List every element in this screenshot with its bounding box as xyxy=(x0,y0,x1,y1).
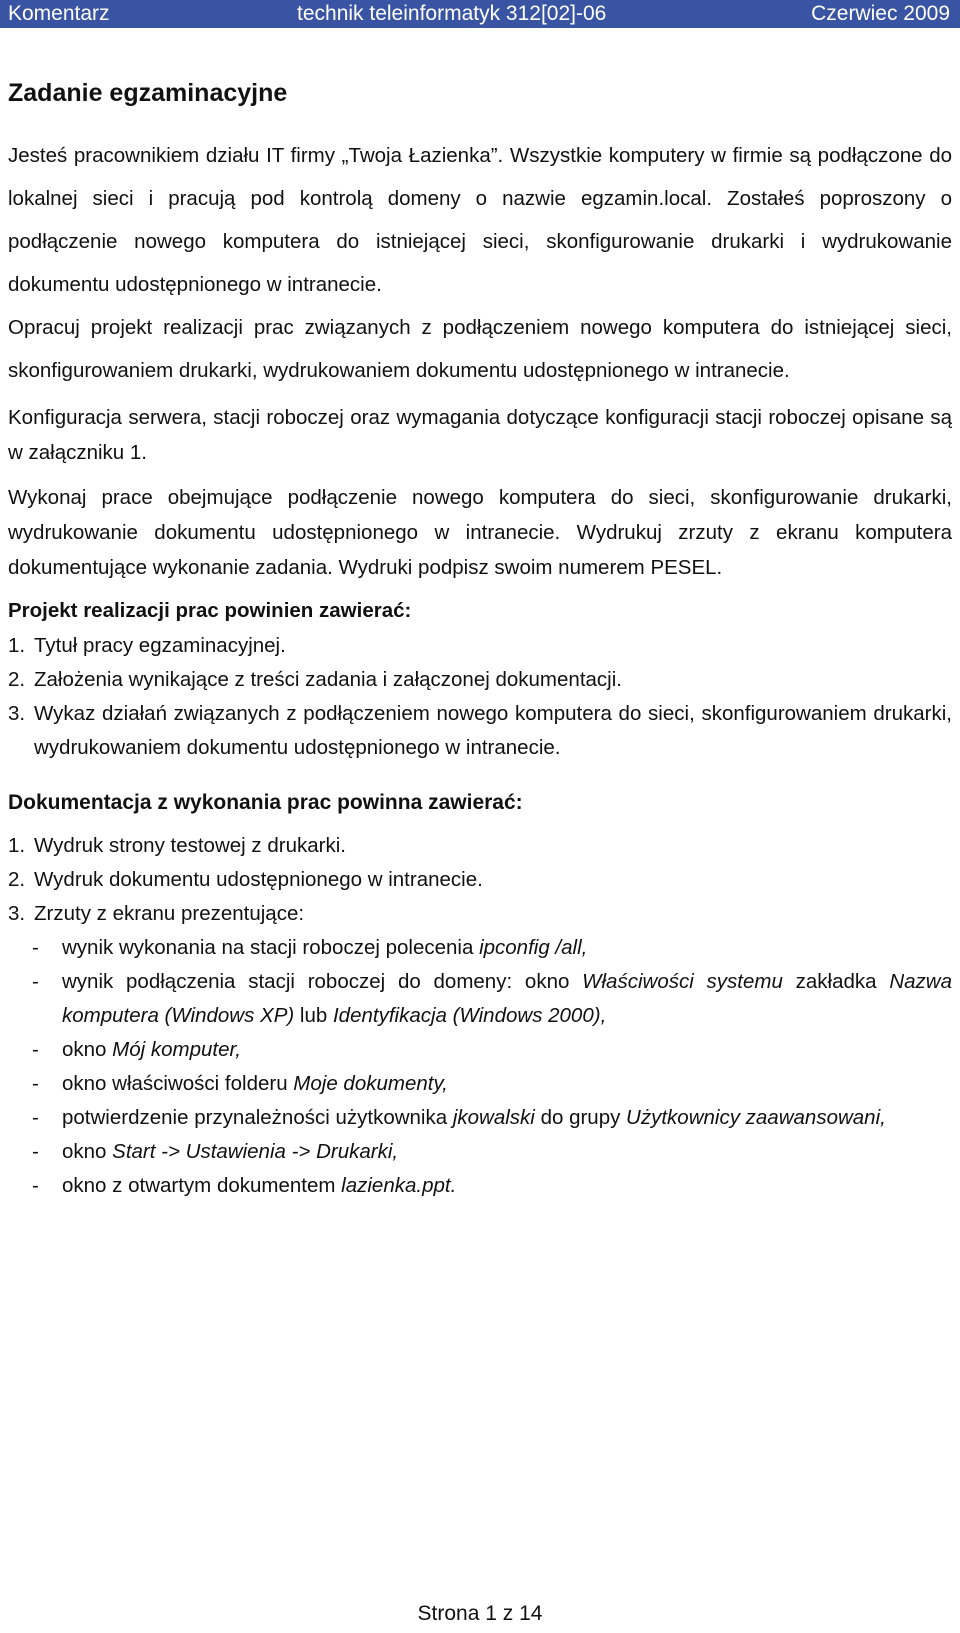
page-title: Zadanie egzaminacyjne xyxy=(8,79,288,107)
list-item: 3. Wykaz działań związanych z podłączeniem nowego komputera do sieci, skonfigurowaniem drukarki, wydrukowaniem dokumentu udostępnionego w intranecie. xyxy=(8,702,952,759)
paragraph-execute: Wykonaj prace obejmujące podłączenie nowego komputera do sieci, skonfigurowanie drukarki, wydrukowanie dokumentu udostępnionego w intranecie. Wydrukuj zrzuty z ekranu komputera dokumentujące wykonanie zadania. Wydruki podpisz swoim numerem PESEL. xyxy=(8,486,952,579)
project-list xyxy=(8,629,952,765)
page-number: Strona 1 z 14 xyxy=(417,1602,543,1625)
list-item: 3. Zrzuty z ekranu prezentujące: xyxy=(8,902,305,925)
paragraph-config: Konfiguracja serwera, stacji roboczej oraz wymagania dotyczące konfiguracji stacji roboczej opisane są w załączniku 1. xyxy=(8,406,952,464)
list-item: 1. Wydruk strony testowej z drukarki. xyxy=(8,834,346,857)
list-item: - wynik podłączenia stacji roboczej do domeny: okno Właściwości systemu zakładka Nazwa komputera (Windows XP) lub Identyfikacja (Windows 2000), xyxy=(32,970,952,1027)
page-header xyxy=(0,0,960,28)
list-item: - okno właściwości folderu Moje dokumenty, xyxy=(32,1072,448,1095)
header-right-text: Czerwiec 2009 xyxy=(811,2,950,25)
screenshot-list xyxy=(8,931,952,1203)
paragraph-intro: Jesteś pracownikiem działu IT firmy „Twoja Łazienka”. Wszystkie komputery w firmie są podłączone do lokalnej sieci i pracują pod kontrolą domeny o nazwie egzamin.local. Zostałeś poproszony o podłączenie nowego komputera do istniejącej sieci, skonfigurowanie drukarki i wydrukowanie dokumentu udostępnionego w intranecie. xyxy=(8,144,952,296)
list-item: - wynik wykonania na stacji roboczej polecenia ipconfig /all, xyxy=(32,936,588,959)
list-item: 2. Założenia wynikające z treści zadania i załączonej dokumentacji. xyxy=(8,668,622,691)
documentation-list xyxy=(8,829,952,931)
list-item: - okno z otwartym dokumentem lazienka.ppt. xyxy=(32,1174,457,1197)
list-item: 1. Tytuł pracy egzaminacyjnej. xyxy=(8,634,286,657)
documentation-heading: Dokumentacja z wykonania prac powinna zawierać: xyxy=(8,791,523,814)
list-item: - okno Start -> Ustawienia -> Drukarki, xyxy=(32,1140,399,1163)
list-item: - potwierdzenie przynależności użytkownika jkowalski do grupy Użytkownicy zaawansowani, xyxy=(32,1106,886,1129)
list-item: 2. Wydruk dokumentu udostępnionego w intranecie. xyxy=(8,868,483,891)
list-item: - okno Mój komputer, xyxy=(32,1038,241,1061)
document-body xyxy=(8,78,952,1203)
project-heading: Projekt realizacji prac powinien zawierać: xyxy=(8,599,412,622)
paragraph-task: Opracuj projekt realizacji prac związanych z podłączeniem nowego komputera do istniejącej sieci, skonfigurowaniem drukarki, wydrukowaniem dokumentu udostępnionego w intranecie. xyxy=(8,316,952,382)
header-center-text: technik teleinformatyk 312[02]-06 xyxy=(297,2,607,25)
header-left-text: Komentarz xyxy=(8,2,110,25)
